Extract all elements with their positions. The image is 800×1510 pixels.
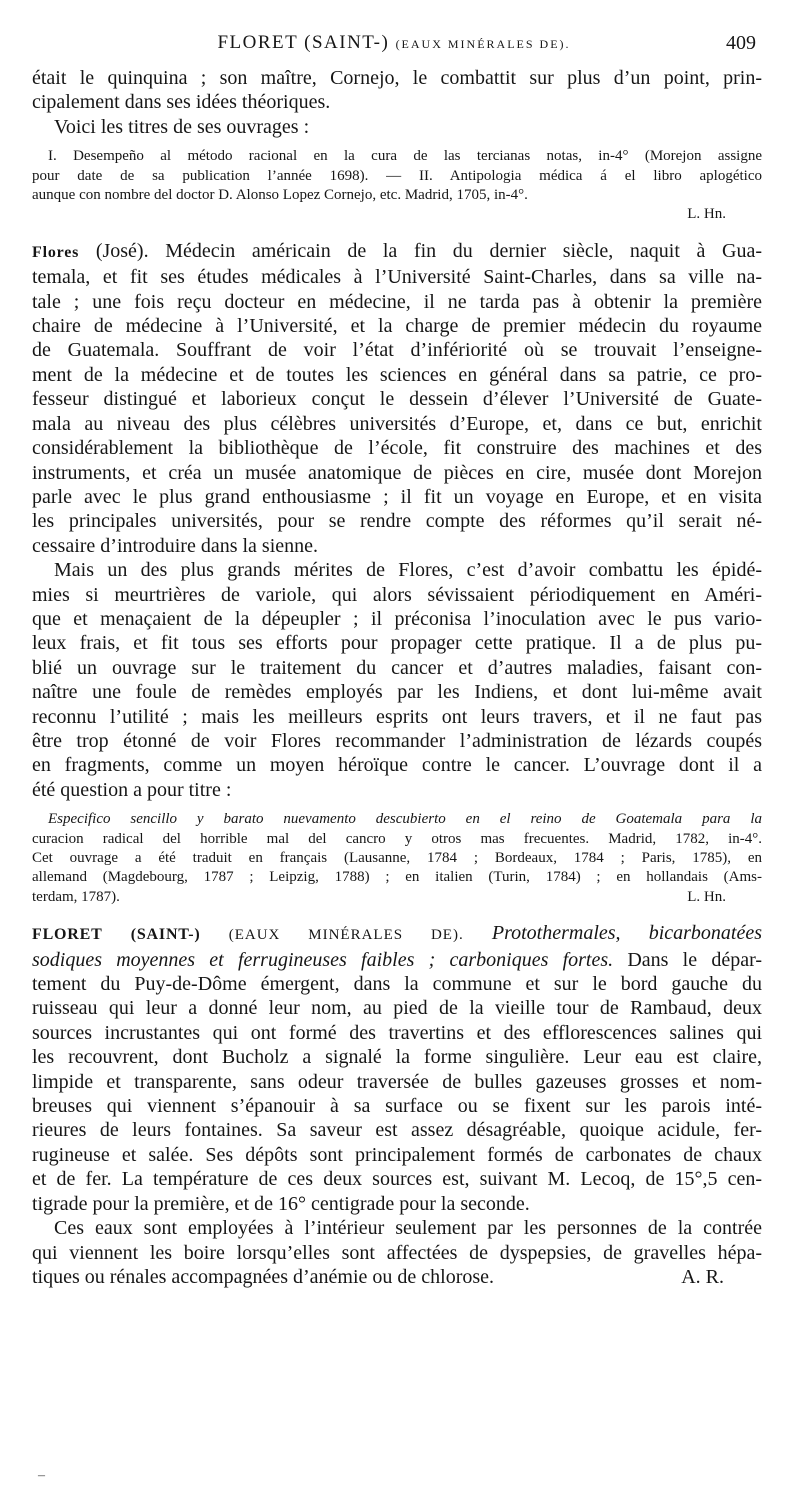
classification-text: sodiques moyennes et ferrugineuses faibles ; carboniques fortes. bbox=[32, 948, 614, 971]
text-line: mala au niveau des plus célèbres universités d’Europe, et, dans ce but, enrichit bbox=[32, 412, 762, 435]
text-line: tale ; une fois reçu docteur en médecine, il ne tarda pas à obtenir la première bbox=[32, 290, 762, 313]
running-head bbox=[32, 30, 756, 56]
text-line: naître une foule de remèdes employés par les Indiens, et dont lui-même avait bbox=[32, 681, 762, 704]
bibliography-line: Especifico sencillo y barato nuevamento descubierto en el reino de Goatemala para la bbox=[48, 811, 762, 828]
text-line: que et menaçaient de la dépeupler ; il préconisa l’inoculation avec le pus vario- bbox=[32, 607, 762, 630]
entry-name-paren: (SAINT-) bbox=[130, 926, 201, 944]
text-line: leux frais, et fit tous ses efforts pour propager cette pratique. Il a de plus pu- bbox=[32, 632, 762, 655]
text-line: était le quinquina ; son maître, Cornejo, le combattit sur plus d’un point, prin- bbox=[32, 67, 762, 89]
text-line: rieures de leurs fontaines. Sa saveur est assez désagréable, quoique acidule, fer- bbox=[32, 1119, 762, 1142]
page-number: 409 bbox=[726, 32, 756, 54]
text-line: ment de la médecine et de toutes les sciences en général dans sa patrie, ce pro- bbox=[32, 363, 762, 386]
text-line: les principales universités, pour se rendre compte des réformes qu’il serait né- bbox=[32, 510, 762, 533]
flores-entry bbox=[32, 239, 762, 907]
text-line: Dans le dépar- bbox=[627, 948, 762, 971]
titles-intro: Voici les titres de ses ouvrages : bbox=[54, 115, 310, 138]
text-line: reconnu l’utilité ; mais les meilleurs esprits ont leurs travers, et il ne faut pas bbox=[32, 705, 762, 728]
floret-entry bbox=[32, 921, 762, 1289]
quinquina-entry bbox=[32, 66, 762, 225]
entry-given-name: (José). bbox=[95, 239, 149, 262]
text-line: cipalement dans ses idées théoriques. bbox=[32, 91, 331, 114]
bibliography-line: Cet ouvrage a été traduit en français (Lausanne, 1784 ; Bordeaux, 1784 ; Paris, 1785), en bbox=[32, 850, 762, 866]
classification-text: Protothermales, bicarbonatées bbox=[491, 922, 762, 945]
text-line: considérablement la bibliothèque de l’école, fit construire des machines et des bbox=[32, 437, 762, 460]
text-line: qui viennent les boire lorsqu’elles sont affectées de dyspepsies, de gravelles hépa- bbox=[32, 1241, 762, 1264]
text-line: de Guatemala. Souffrant de voir l’état d’infériorité où se trouvait l’enseigne- bbox=[32, 339, 762, 362]
text-line: Ces eaux sont employées à l’intérieur seulement par les personnes de la contrée bbox=[54, 1217, 762, 1240]
text-line: fesseur distingué et laborieux conçut le dessein d’élever l’Université de Guate- bbox=[32, 388, 762, 411]
text-line: parle avec le plus grand enthousiasme ; il fit un voyage en Europe, et en visita bbox=[32, 485, 762, 508]
bibliography-line: aunque con nombre del doctor D. Alonso Lopez Cornejo, etc. Madrid, 1705, in-4°. bbox=[32, 187, 528, 204]
text-line: instruments, et créa un musée anatomique de pièces en cire, musée dont Morejon bbox=[32, 461, 762, 484]
text-line: cessaire d’introduire dans la sienne. bbox=[32, 534, 319, 557]
text-line: été question a pour titre : bbox=[32, 778, 232, 801]
bibliography-line: terdam, 1787). bbox=[32, 888, 120, 905]
bibliography-line: allemand (Magdebourg, 1787 ; Leipzig, 1788) ; en italien (Turin, 1784) ; en hollandais (Ams- bbox=[32, 869, 762, 886]
text-line: les recouvrent, dont Bucholz a signalé la forme singulière. Leur eau est claire, bbox=[32, 1046, 762, 1069]
running-head-title bbox=[32, 30, 756, 57]
page-body bbox=[32, 66, 762, 1289]
text-line: et de fer. La température de ces deux sources est, suivant M. Lecoq, de 15°,5 cen- bbox=[32, 1168, 762, 1191]
author-signature: L. Hn. bbox=[687, 206, 726, 223]
text-line: être trop étonné de voir Flores recommander l’administration de lézards coupés bbox=[32, 729, 762, 752]
footer-mark: – bbox=[38, 1468, 45, 1483]
text-line: en fragments, comme un moyen héroïque contre le cancer. L’ouvrage dont il a bbox=[32, 754, 762, 777]
text-line: sources incrustantes qui ont formé des travertins et des efflorescences salines qui bbox=[32, 1021, 762, 1044]
running-head-main: FLORET (SAINT-) bbox=[217, 32, 390, 53]
text-line: tement du Puy-de-Dôme émergent, dans la commune et sur le bord gauche du bbox=[32, 973, 762, 996]
text-line: tigrade pour la première, et de 16° centigrade pour la seconde. bbox=[32, 1192, 530, 1215]
author-signature: L. Hn. bbox=[687, 888, 726, 905]
text-line: rugineuse et salée. Ses dépôts sont principalement formés de carbonates de chaux bbox=[32, 1143, 762, 1166]
text-line: breuses qui viennent s’épanouir à sa surface ou se fixent sur les parois inté- bbox=[32, 1095, 762, 1118]
text-line: mies si meurtrières de variole, qui alors sévissaient périodiquement en Améri- bbox=[32, 583, 762, 606]
text-line: blié un ouvrage sur le traitement du cancer et d’autres maladies, faisant con- bbox=[32, 656, 762, 679]
text-line: chaire de médecine à l’Université, et la charge de premier médecin du royaume bbox=[32, 315, 762, 338]
text-line: ruisseau qui leur a donné leur nom, au pied de la vieille tour de Rambaud, deux bbox=[32, 997, 762, 1020]
text-line: tiques ou rénales accompagnées d’anémie ou de chlorose. bbox=[32, 1265, 495, 1288]
running-head-sub: (EAUX MINÉRALES DE). bbox=[395, 37, 571, 51]
author-signature: A. R. bbox=[681, 1265, 724, 1288]
text-line: Médecin américain de la fin du dernier siècle, naquit à Gua- bbox=[165, 239, 763, 262]
entry-name-floret: FLORET bbox=[32, 926, 103, 944]
text-line: limpide et transparente, sans odeur traversée de bulles gazeuses grosses et nom- bbox=[32, 1070, 762, 1093]
entry-subtitle: (EAUX MINÉRALES DE). bbox=[228, 927, 464, 944]
bibliography-line: curacion radical del horrible mal del cancro y otros mas frecuentes. Madrid, 1782, in-4°. bbox=[32, 830, 762, 847]
text-line: temala, et fit ses études médicales à l’Université Saint-Charles, dans sa ville na- bbox=[32, 266, 762, 289]
bibliography-line: I. Desempeño al método racional en la cura de las tercianas notas, in-4° (Morejon assigne bbox=[48, 148, 762, 165]
bibliography-line: pour date de sa publication l’année 1698). — II. Antipologia médica á el libro aplogético bbox=[32, 167, 762, 184]
entry-name-flores: Flores bbox=[32, 243, 80, 261]
text-line: Mais un des plus grands mérites de Flores, c’est d’avoir combattu les épidé- bbox=[54, 559, 762, 582]
